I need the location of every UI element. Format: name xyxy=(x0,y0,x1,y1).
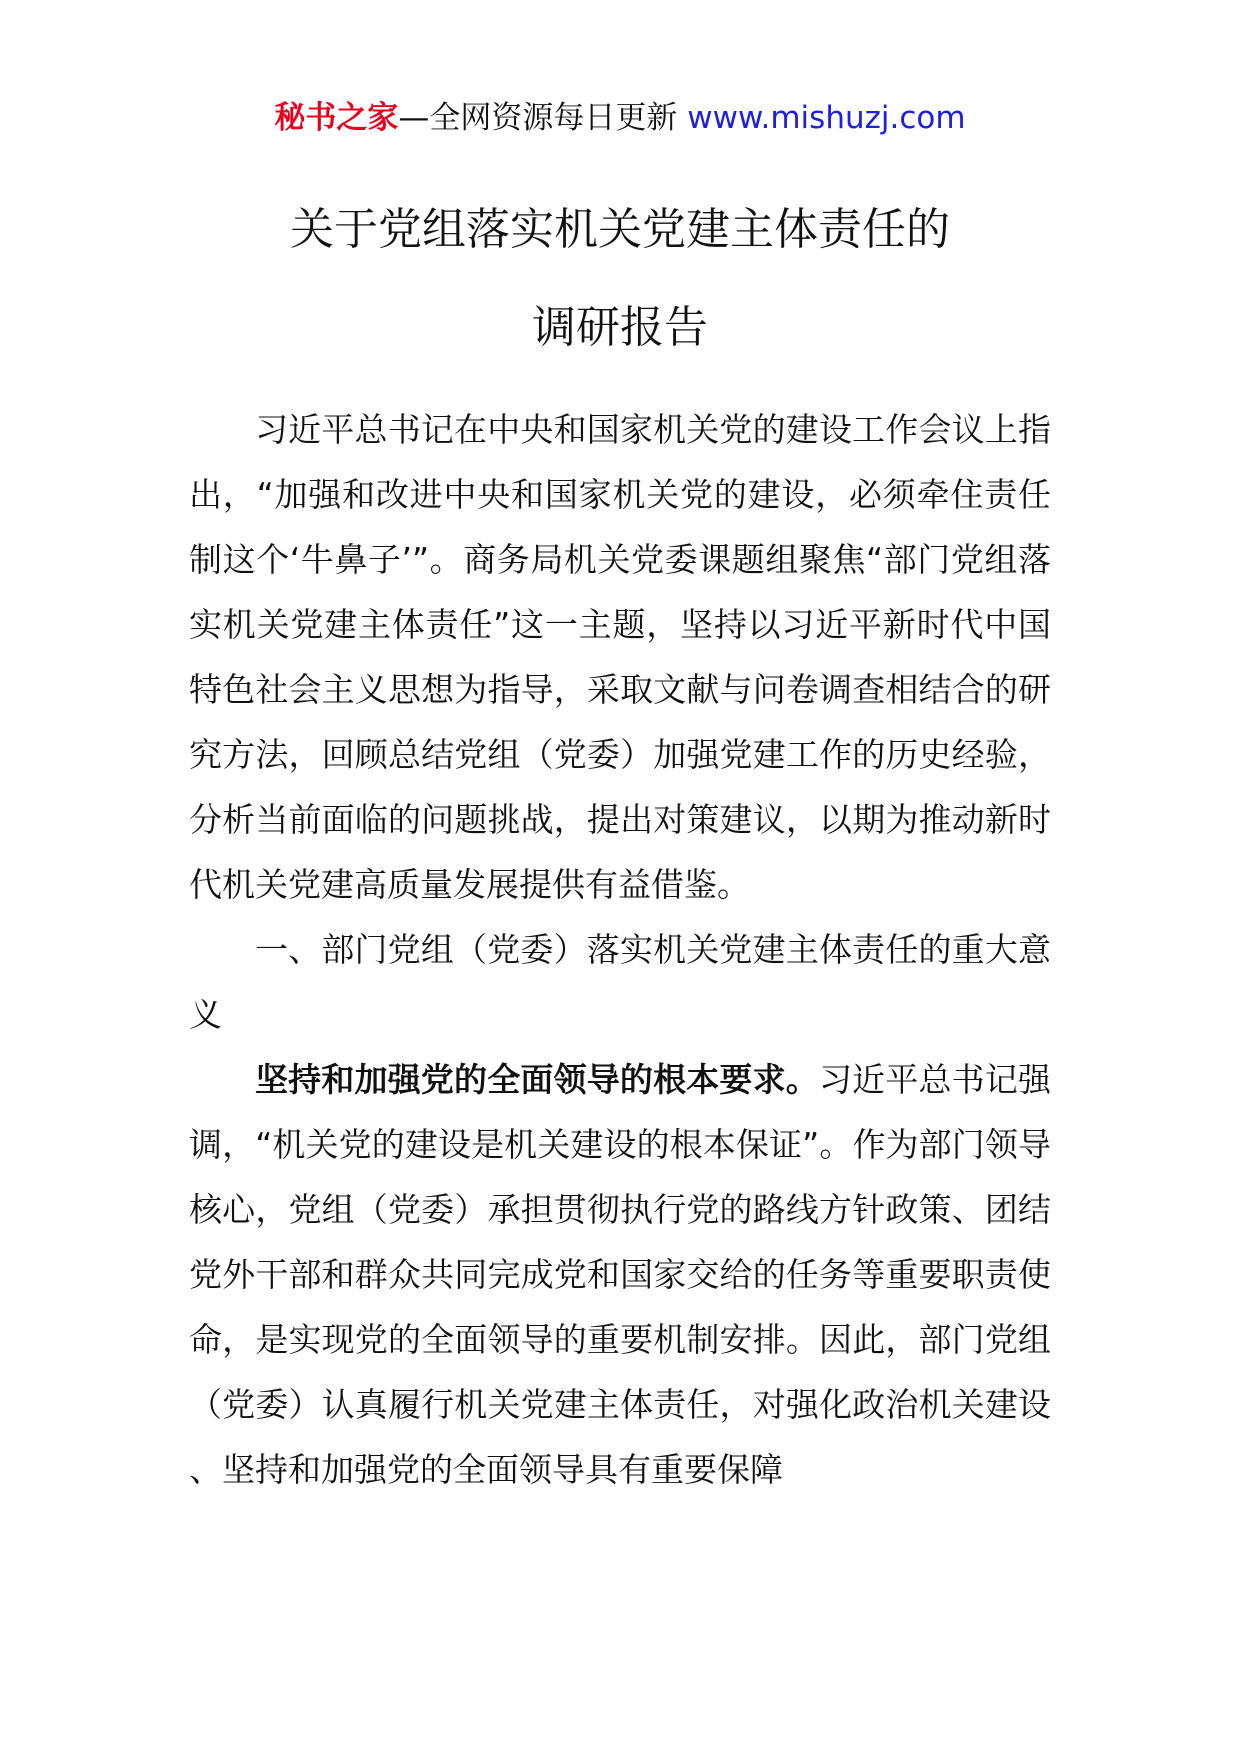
document-body xyxy=(189,397,1051,1502)
paragraph-text: 习近平总书记强调，“机关党的建设是机关建设的根本保证”。作为部门领导核心，党组（党委）承担贯彻执行党的路线方针政策、团结党外干部和群众共同完成党和国家交给的任务等重要职责使命，是实现党的全面领导的重要机制安排。因此，部门党组（党委）认真履行机关党建主体责任，对强化政治机关建设、坚持和加强党的全面领导具有重要保障 xyxy=(189,1060,1052,1489)
intro-paragraph: 习近平总书记在中央和国家机关党的建设工作会议上指出，“加强和改进中央和国家机关党的建设，必须牵住责任制这个‘牛鼻子’”。商务局机关党委课题组聚焦“部门党组落实机关党建主体责任”这一主题，坚持以习近平新时代中国特色社会主义思想为指导，采取文献与问卷调查相结合的研究方法，回顾总结党组（党委）加强党建工作的历史经验，分析当前面临的问题挑战，提出对策建议，以期为推动新时代机关党建高质量发展提供有益借鉴。 xyxy=(189,410,1051,904)
site-url[interactable]: www.mishuzj.com xyxy=(687,100,966,136)
section-heading-1: 一、部门党组（党委）落实机关党建主体责任的重大意义 xyxy=(189,930,1051,1034)
brand-name: 秘书之家 xyxy=(274,100,399,136)
section-paragraph-1 xyxy=(189,1047,1051,1502)
document-title-line-1: 关于党组落实机关党建主体责任的 xyxy=(290,204,950,255)
site-header xyxy=(0,98,1240,138)
document-title-line-2: 调研报告 xyxy=(532,302,708,353)
header-tagline: —全网资源每日更新 xyxy=(398,100,688,136)
paragraph-lead: 坚持和加强党的全面领导的根本要求。 xyxy=(255,1060,819,1099)
